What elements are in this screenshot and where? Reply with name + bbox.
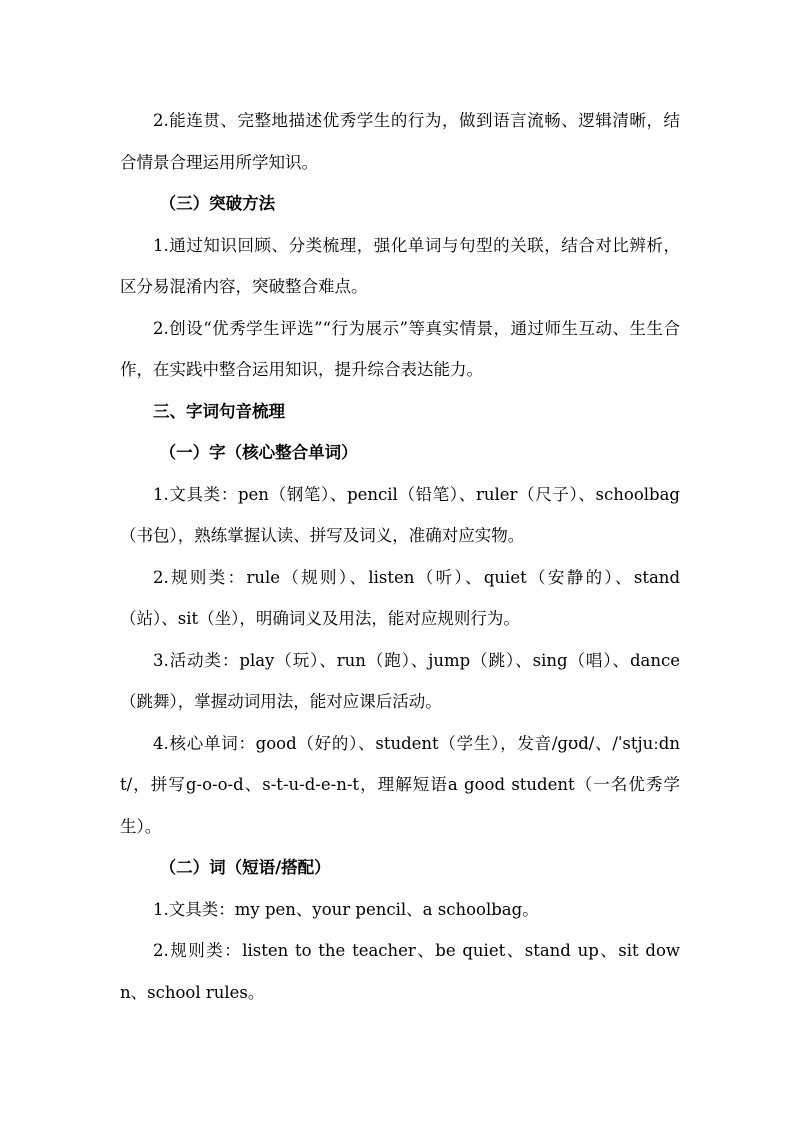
paragraph-goal-2: 2.能连贯、完整地描述优秀学生的行为，做到语言流畅、逻辑清晰，结合情景合理运用所学知识。 xyxy=(120,111,680,172)
subheading-breakthrough-methods: （三）突破方法 xyxy=(159,194,276,213)
paragraph-core-words: 4.核心单词：good（好的）、student（学生），发音/ɡʊd/、/ˈstjuːdnt/，拼写g-o-o-d、s-t-u-d-e-n-t，理解短语a good student（一名优秀学生）。 xyxy=(120,733,680,836)
paragraph-stationery-phrases: 1.文具类：my pen、your pencil、a schoolbag。 xyxy=(153,899,539,919)
paragraph-stationery-words: 1.文具类：pen（钢笔）、pencil（铅笔）、ruler（尺子）、schoolbag（书包），熟练掌握认读、拼写及词义，准确对应实物。 xyxy=(120,484,680,545)
section-heading-review: 三、字词句音梳理 xyxy=(153,401,285,421)
paragraph-rule-phrases: 2.规则类：listen to the teacher、be quiet、stand up、sit down、school rules。 xyxy=(120,941,680,1002)
subheading-core-words: （一）字（核心整合单词） xyxy=(159,443,358,462)
subheading-phrases: （二）词（短语/搭配） xyxy=(159,858,331,877)
document-body xyxy=(120,100,680,1013)
paragraph-method-2: 2.创设“优秀学生评选”“行为展示”等真实情景，通过师生互动、生生合作，在实践中整合运用知识，提升综合表达能力。 xyxy=(120,318,680,379)
paragraph-rule-words: 2.规则类：rule（规则）、listen（听）、quiet（安静的）、stand（站）、sit（坐），明确词义及用法，能对应规则行为。 xyxy=(120,567,680,628)
paragraph-method-1: 1.通过知识回顾、分类梳理，强化单词与句型的关联，结合对比辨析，区分易混淆内容，突破整合难点。 xyxy=(120,235,680,296)
paragraph-activity-words: 3.活动类：play（玩）、run（跑）、jump（跳）、sing（唱）、dance（跳舞），掌握动词用法，能对应课后活动。 xyxy=(120,650,680,711)
